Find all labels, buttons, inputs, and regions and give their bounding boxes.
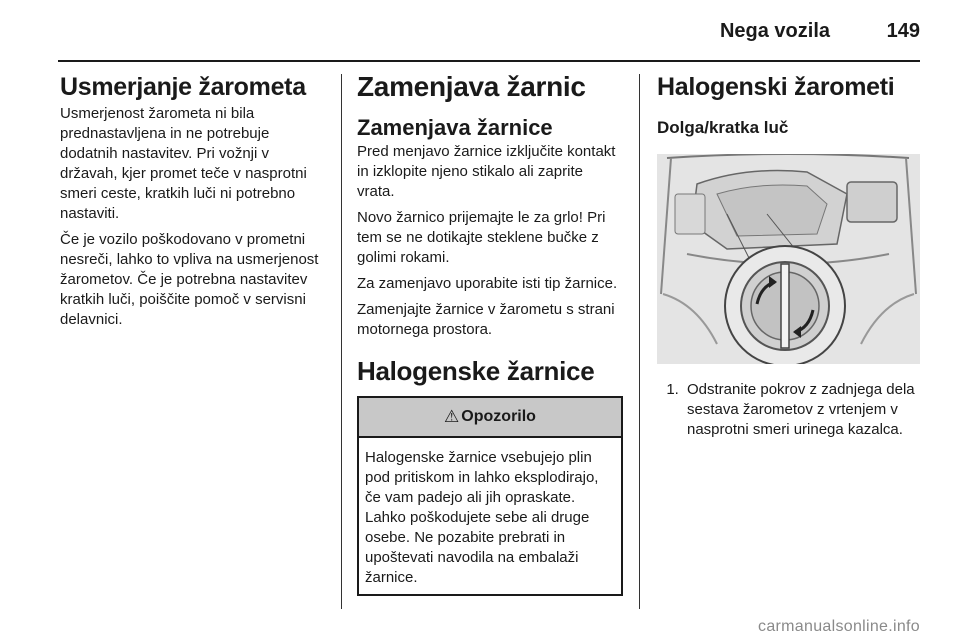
step-item: 1. Odstranite pokrov z zadnjega dela sestava žarometov z vrtenjem v nasprotni smeri urinega kazalca. bbox=[683, 380, 920, 440]
page-number: 149 bbox=[886, 20, 920, 42]
section-title: Nega vozila bbox=[719, 20, 830, 42]
column-divider-2 bbox=[639, 74, 640, 609]
heading-bulb-replacement: Zamenjava žarnic bbox=[357, 71, 586, 102]
paragraph: Usmerjenost žarometa ni bila prednastavljena in ne potrebuje dodatnih nastavitev. Pri vožnji v državah, kjer promet teče v nasprotni smeri ceste, kratkih luči ni potrebno nastaviti. bbox=[60, 105, 307, 222]
column-halogen-headlamps bbox=[657, 70, 920, 440]
instruction-steps bbox=[657, 380, 920, 440]
warning-header bbox=[359, 398, 621, 438]
column-bulb-replacement bbox=[357, 70, 623, 596]
column-divider-1 bbox=[341, 74, 342, 609]
subheading-high-low-beam: Dolga/kratka luč bbox=[657, 118, 789, 137]
warning-title: Opozorilo bbox=[461, 408, 536, 425]
engine-bay-drawing bbox=[657, 154, 920, 364]
paragraph: Za zamenjavo uporabite isti tip žarnice. bbox=[357, 275, 618, 292]
header-rule bbox=[58, 60, 920, 62]
warning-text: Halogenske žarnice vsebujejo plin pod pritiskom in lahko eksplodirajo, če vam padejo ali jih opraskate. Lahko poškodujete sebe ali druge osebe. Ne pozabite prebrati in upoštevati navodila na embalaži žarnice. bbox=[365, 449, 599, 586]
paragraph: Novo žarnico prijemajte le za grlo! Pri tem se ne dotikajte steklene bučke z golimi rokami. bbox=[357, 209, 606, 266]
heading-halogen-headlamps: Halogenski žarometi bbox=[657, 73, 895, 101]
heading-headlamp-aiming: Usmerjanje žarometa bbox=[60, 73, 306, 101]
heading-halogen-bulbs: Halogenske žarnice bbox=[357, 356, 595, 386]
subheading-bulb-replacement: Zamenjava žarnice bbox=[357, 115, 553, 140]
paragraph: Zamenjajte žarnice v žarometu s strani motornega prostora. bbox=[357, 301, 615, 338]
column-headlamp-aiming bbox=[60, 70, 330, 336]
page-header bbox=[0, 0, 960, 64]
warning-triangle-icon: ⚠ bbox=[444, 407, 460, 426]
watermark: carmanualsonline.info bbox=[758, 618, 920, 635]
paragraph: Če je vozilo poškodovano v prometni nesreči, lahko to vpliva na usmerjenost žarometov. Če je potrebna nastavitev kratkih luči, poiščite pomoč v servisni delavnici. bbox=[60, 231, 319, 328]
warning-box bbox=[357, 396, 623, 596]
paragraph: Pred menjavo žarnice izključite kontakt in izklopite njeno stikalo ali zaprite vrata. bbox=[357, 143, 616, 200]
engine-bay-illustration bbox=[657, 154, 920, 364]
